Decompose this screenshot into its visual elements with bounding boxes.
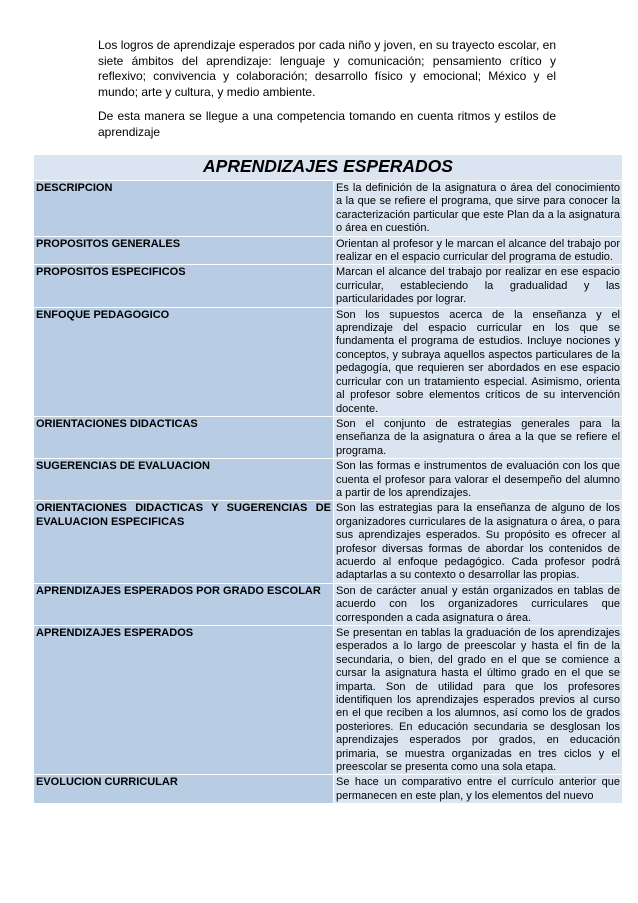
table-row — [34, 236, 623, 265]
table-row — [34, 416, 623, 458]
table-title-row — [34, 155, 623, 181]
table-row — [34, 775, 623, 804]
row-term: ORIENTACIONES DIDACTICAS Y SUGERENCIAS DE EVALUACION ESPECIFICAS — [34, 501, 334, 583]
table-row — [34, 626, 623, 775]
table-title: APRENDIZAJES ESPERADOS — [34, 155, 623, 181]
row-term: SUGERENCIAS DE EVALUACION — [34, 459, 334, 501]
row-term: PROPOSITOS GENERALES — [34, 236, 334, 265]
row-definition: Orientan al profesor y le marcan el alcance del trabajo por realizar en el espacio curricular del programa de estudio. — [334, 236, 623, 265]
intro-paragraph-1: Los logros de aprendizaje esperados por cada niño y joven, en su trayecto escolar, en siete ámbitos del aprendizaje: lenguaje y comunicación; pensamiento crítico y reflexivo; convivencia y colaboración; desarrollo físico y emocional; México y el mundo; arte y cultura, y medio ambiente. — [98, 38, 556, 99]
row-definition: Son el conjunto de estrategias generales para la enseñanza de la asignatura o área a la que se refiere el programa. — [334, 416, 623, 458]
table-row — [34, 459, 623, 501]
table-row — [34, 583, 623, 625]
row-definition: Se presentan en tablas la graduación de los aprendizajes esperados a lo largo de preescolar y hasta el fin de la secundaria, o bien, del grado en el que se comience a cursar la asignatura hasta el último grado en el que se imparta. Son de utilidad para que los profesores identifiquen los aprendizajes esperados previos al curso en el que reciben a los alumnos, así como los de grados posteriores. En educación secundaria se desglosan los aprendizajes esperados por grados, en educación primaria, se muestra organizadas en tres ciclos y el preescolar se presenta como una sola etapa. — [334, 626, 623, 775]
row-definition: Son los supuestos acerca de la enseñanza y el aprendizaje del espacio curricular en los que se fundamenta el programa de estudios. Incluye nociones y conceptos, y subraya aquellos aspectos particulares de la pedagogía, que requieren ser abordados en ese espacio curricular con un tratamiento especial. Asimismo, orienta al profesor sobre elementos críticos de su intervención docente. — [334, 307, 623, 416]
row-definition: Marcan el alcance del trabajo por realizar en ese espacio curricular, estableciendo la gradualidad y las particularidades por lograr. — [334, 265, 623, 307]
row-term: ORIENTACIONES DIDACTICAS — [34, 416, 334, 458]
row-definition: Es la definición de la asignatura o área del conocimiento a la que se refiere el programa, que sirve para conocer la caracterización particular que este Plan da a la asignatura o área en cuestión. — [334, 181, 623, 237]
row-definition: Son las formas e instrumentos de evaluación con los que cuenta el profesor para valorar el desempeño del alumno a partir de los aprendizajes. — [334, 459, 623, 501]
intro-paragraph-2: De esta manera se llegue a una competencia tomando en cuenta ritmos y estilos de aprendizaje — [98, 109, 556, 139]
row-term: DESCRIPCION — [34, 181, 334, 237]
row-definition: Son las estrategias para la enseñanza de alguno de los organizadores curriculares de la asignatura o área, o para sus aprendizajes esperados. Su propósito es ofrecer al profesor diversas formas de abordar los contenidos de acuerdo al enfoque pedagógico. Cada profesor podrá adaptarlas a su contexto o desarrollar las propias. — [334, 501, 623, 583]
table-row — [34, 307, 623, 416]
table-row — [34, 501, 623, 583]
row-term: ENFOQUE PEDAGOGICO — [34, 307, 334, 416]
row-term: APRENDIZAJES ESPERADOS — [34, 626, 334, 775]
aprendizajes-table — [33, 154, 623, 804]
row-term: PROPOSITOS ESPECIFICOS — [34, 265, 334, 307]
intro-text — [98, 38, 556, 149]
row-definition: Se hace un comparativo entre el currículo anterior que permanecen en este plan, y los elementos del nuevo — [334, 775, 623, 804]
row-definition: Son de carácter anual y están organizados en tablas de acuerdo con los organizadores curriculares que corresponden a cada asignatura o área. — [334, 583, 623, 625]
row-term: EVOLUCION CURRICULAR — [34, 775, 334, 804]
row-term: APRENDIZAJES ESPERADOS POR GRADO ESCOLAR — [34, 583, 334, 625]
table-row — [34, 265, 623, 307]
table-row — [34, 181, 623, 237]
